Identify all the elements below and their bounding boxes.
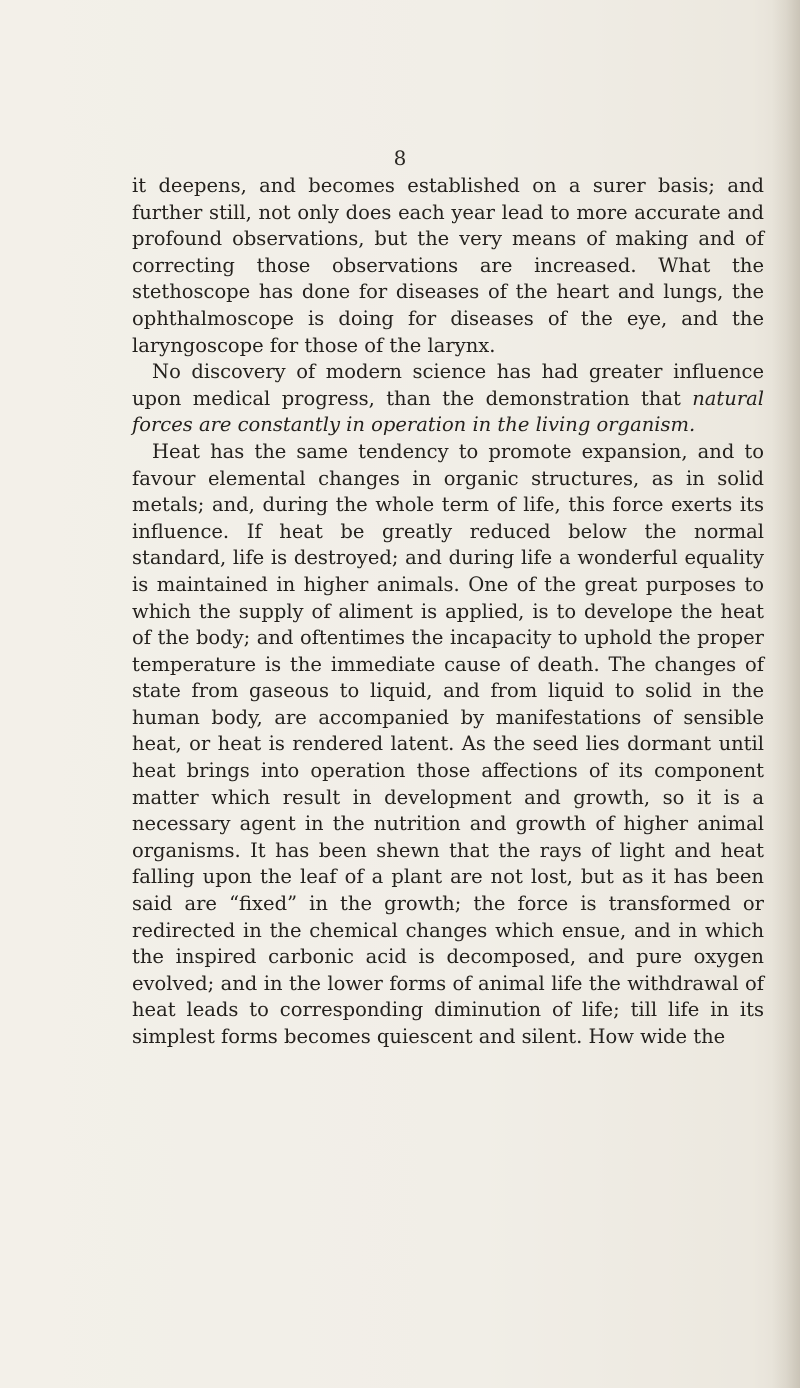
paragraph-3 xyxy=(132,439,764,1051)
page-edge-shadow xyxy=(772,0,800,1388)
paragraph-3-text: Heat has the same tendency to promote expansion, and to favour elemental changes in organic structures, as in solid metals; and, during the whole term of life, this force exerts its influence. If heat be greatly reduced below the normal standard, life is destroyed; and during life a wonderful equality is maintained in higher animals. One of the great purposes to which the supply of aliment is applied, is to develope the heat of the body; and oftentimes the incapacity to uphold the proper temperature is the immediate cause of death. The changes of state from gaseous to liquid, and from liquid to solid in the human body, are accompanied by manifestations of sensible heat, or heat is rendered latent. As the seed lies dormant until heat brings into operation those affections of its component matter which result in development and growth, so it is a necessary agent in the nutrition and growth of higher animal organisms. It has been shewn that the rays of light and heat falling upon the leaf of a plant are not lost, but as it has been said are “fixed” in the growth; the force is transformed or redirected in the chemical changes which ensue, and in which the inspired carbonic acid is decomposed, and pure oxygen evolved; and in the lower forms of animal life the withdrawal of heat leads to corresponding diminution of life; till life in its simplest forms becomes quiescent and silent. How wide the xyxy=(132,439,764,1048)
body-text xyxy=(132,173,764,1051)
page-number: 8 xyxy=(393,146,407,170)
paragraph-1 xyxy=(132,173,764,359)
paragraph-2-italic-text: natural forces are constantly in operation in the living organism. xyxy=(132,386,764,437)
paragraph-2 xyxy=(132,359,764,439)
paragraph-2-text: No discovery of modern science has had greater influence upon medical progress, than the demonstration that xyxy=(132,360,764,410)
paragraph-1-text: it deepens, and becomes established on a surer basis; and further still, not only does each year lead to more accurate and profound observations, but the very means of making and of correcting those observations are increased. What the stethoscope has done for diseases of the heart and lungs, the ophthalmoscope is doing for diseases of the eye, and the laryngoscope for those of the larynx. xyxy=(132,174,764,357)
